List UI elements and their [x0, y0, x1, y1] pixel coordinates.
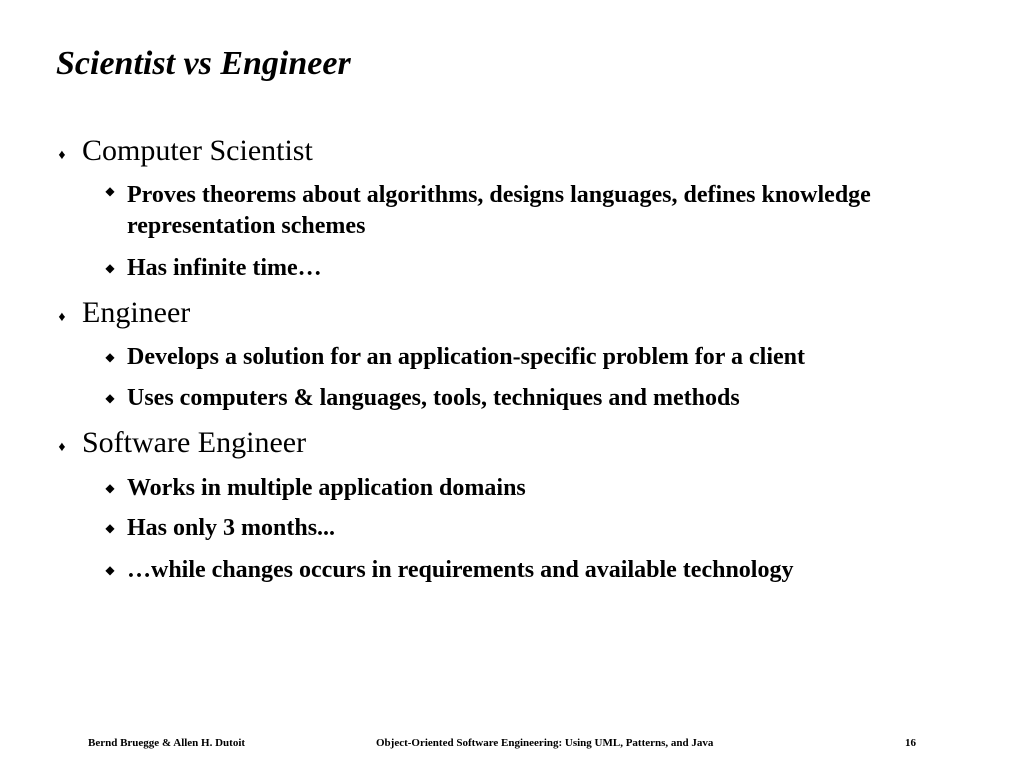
- outline-item-software-engineer: Software Engineer: [82, 426, 307, 459]
- outline-item-computer-scientist: Computer Scientist: [82, 134, 313, 167]
- outline-subitem-three-months: Has only 3 months...: [127, 515, 336, 541]
- outline-subitem-infinite-time: Has infinite time…: [127, 255, 322, 281]
- outline-subitem-proves-theorems: Proves theorems about algorithms, designs languages, defines knowledge representation schemes: [127, 182, 871, 239]
- outline-subitem-requirements-change: …while changes occurs in requirements and available technology: [127, 557, 794, 583]
- slide-title: Scientist vs Engineer: [56, 45, 351, 82]
- diamond-bullet-icon: ◆: [105, 563, 115, 577]
- footer-book-title: Object-Oriented Software Engineering: Using UML, Patterns, and Java: [376, 737, 714, 749]
- outline-subitem-develops-solution: Develops a solution for an application-specific problem for a client: [127, 344, 805, 370]
- diamond-bullet-icon: ◆: [105, 184, 115, 198]
- diamond-bullet-icon: ◆: [105, 350, 115, 364]
- diamond-bullet-icon: ◆: [105, 391, 115, 405]
- footer-authors: Bernd Bruegge & Allen H. Dutoit: [88, 737, 246, 749]
- outline-subitem-multiple-domains: Works in multiple application domains: [127, 475, 526, 501]
- diamond-bullet-icon: ♦: [58, 148, 66, 163]
- diamond-bullet-icon: ◆: [105, 261, 115, 275]
- diamond-bullet-icon: ♦: [58, 440, 66, 455]
- outline-subitem-uses-computers: Uses computers & languages, tools, techniques and methods: [127, 385, 740, 411]
- footer-page-number: 16: [905, 737, 916, 749]
- diamond-bullet-icon: ◆: [105, 521, 115, 535]
- diamond-bullet-icon: ◆: [105, 481, 115, 495]
- outline-item-engineer: Engineer: [82, 296, 191, 329]
- diamond-bullet-icon: ♦: [58, 310, 66, 325]
